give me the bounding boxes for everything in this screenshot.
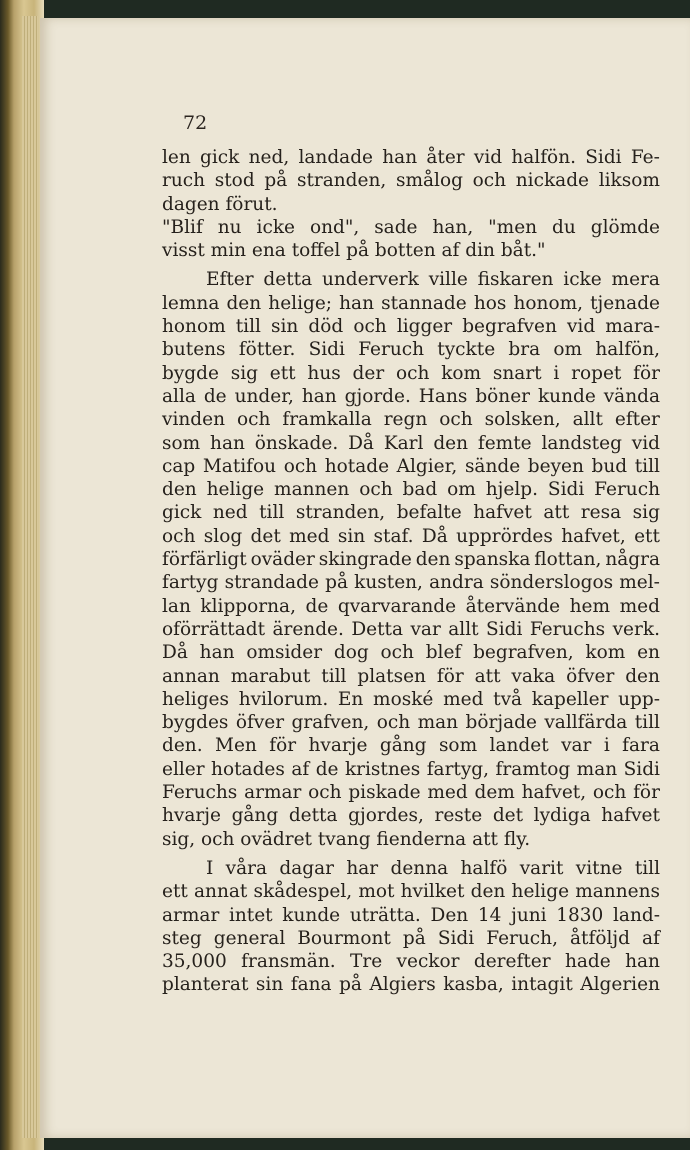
text-line: butens fötter. Sidi Feruch tyckte bra om halfön, [162,339,660,361]
text-line: Då han omsider dog och blef begrafven, kom en [162,642,660,664]
text-line: alla de under, han gjorde. Hans böner kunde vända [162,385,660,407]
text-line: sig, och ovädret tvang fienderna att fly. [162,828,531,850]
body-text [162,146,660,997]
text-line: eller hotades af de kristnes fartyg, framtog man Sidi [162,758,660,780]
page-number: 72 [183,112,208,134]
text-line: cap Matifou och hotade Algier, sände beyen bud till [162,455,660,477]
text-line: "Blif nu icke ond", sade han, "men du glömde [162,216,660,238]
text-line: bygde sig ett hus der och kom snart i ropet för [162,362,660,384]
text-line: dagen förut. [162,193,278,215]
text-line: oförrättadt ärende. Detta var allt Sidi Feruchs verk. [162,618,660,640]
text-line: honom till sin död och ligger begrafven vid mara- [162,316,660,338]
text-line: 35,000 fransmän. Tre veckor derefter hade han [162,951,660,973]
text-line: som han önskade. Då Karl den femte landsteg vid [162,432,660,454]
text-line: lan klipporna, de qvarvarande återvände hem med [162,595,660,617]
text-line: armar intet kunde uträtta. Den 14 juni 1830 land- [162,904,660,926]
text-line: fartyg strandade på kusten, andra sönderslogos mel- [162,572,660,594]
text-line: planterat sin fana på Algiers kasba, intagit Algerien [162,974,660,996]
text-line: heliges hvilorum. En moské med två kapeller upp- [162,688,660,710]
text-line: och slog det med sin staf. Då upprördes hafvet, ett [162,525,660,547]
text-line: visst min ena toffel på botten af din båt." [162,240,546,262]
text-line: Feruchs armar och piskade med dem hafvet, och för [162,782,660,804]
text-line: annan marabut till platsen för att vaka öfver den [162,665,660,687]
text-line: gick ned till stranden, befalte hafvet att resa sig [162,502,660,524]
text-line: ett annat skådespel, mot hvilket den helige mannens [162,881,660,903]
text-line: Efter detta underverk ville fiskaren icke mera [206,269,660,291]
text-line: steg general Bourmont på Sidi Feruch, åtföljd af [162,927,660,949]
text-line: förfärligt oväder skingrade den spanska flottan, några [162,549,660,571]
text-line: hvarje gång detta gjordes, reste det lydiga hafvet [162,805,660,827]
text-line: bygdes öfver grafven, och man började vallfärda till [162,712,660,734]
page-edges [22,16,38,1138]
text-line: len gick ned, landade han åter vid halfön. Sidi Fe- [162,147,660,168]
text-line: ruch stod på stranden, smålog och nickade liksom [162,170,660,192]
text-line: den. Men för hvarje gång som landet var i fara [162,735,660,757]
text-line: den helige mannen och bad om hjelp. Sidi Feruch [162,479,660,501]
text-line: vinden och framkalla regn och solsken, allt efter [162,409,660,431]
text-line: I våra dagar har denna halfö varit vitne till [206,857,660,879]
text-line: lemna den helige; han stannade hos honom, tjenade [162,292,660,314]
